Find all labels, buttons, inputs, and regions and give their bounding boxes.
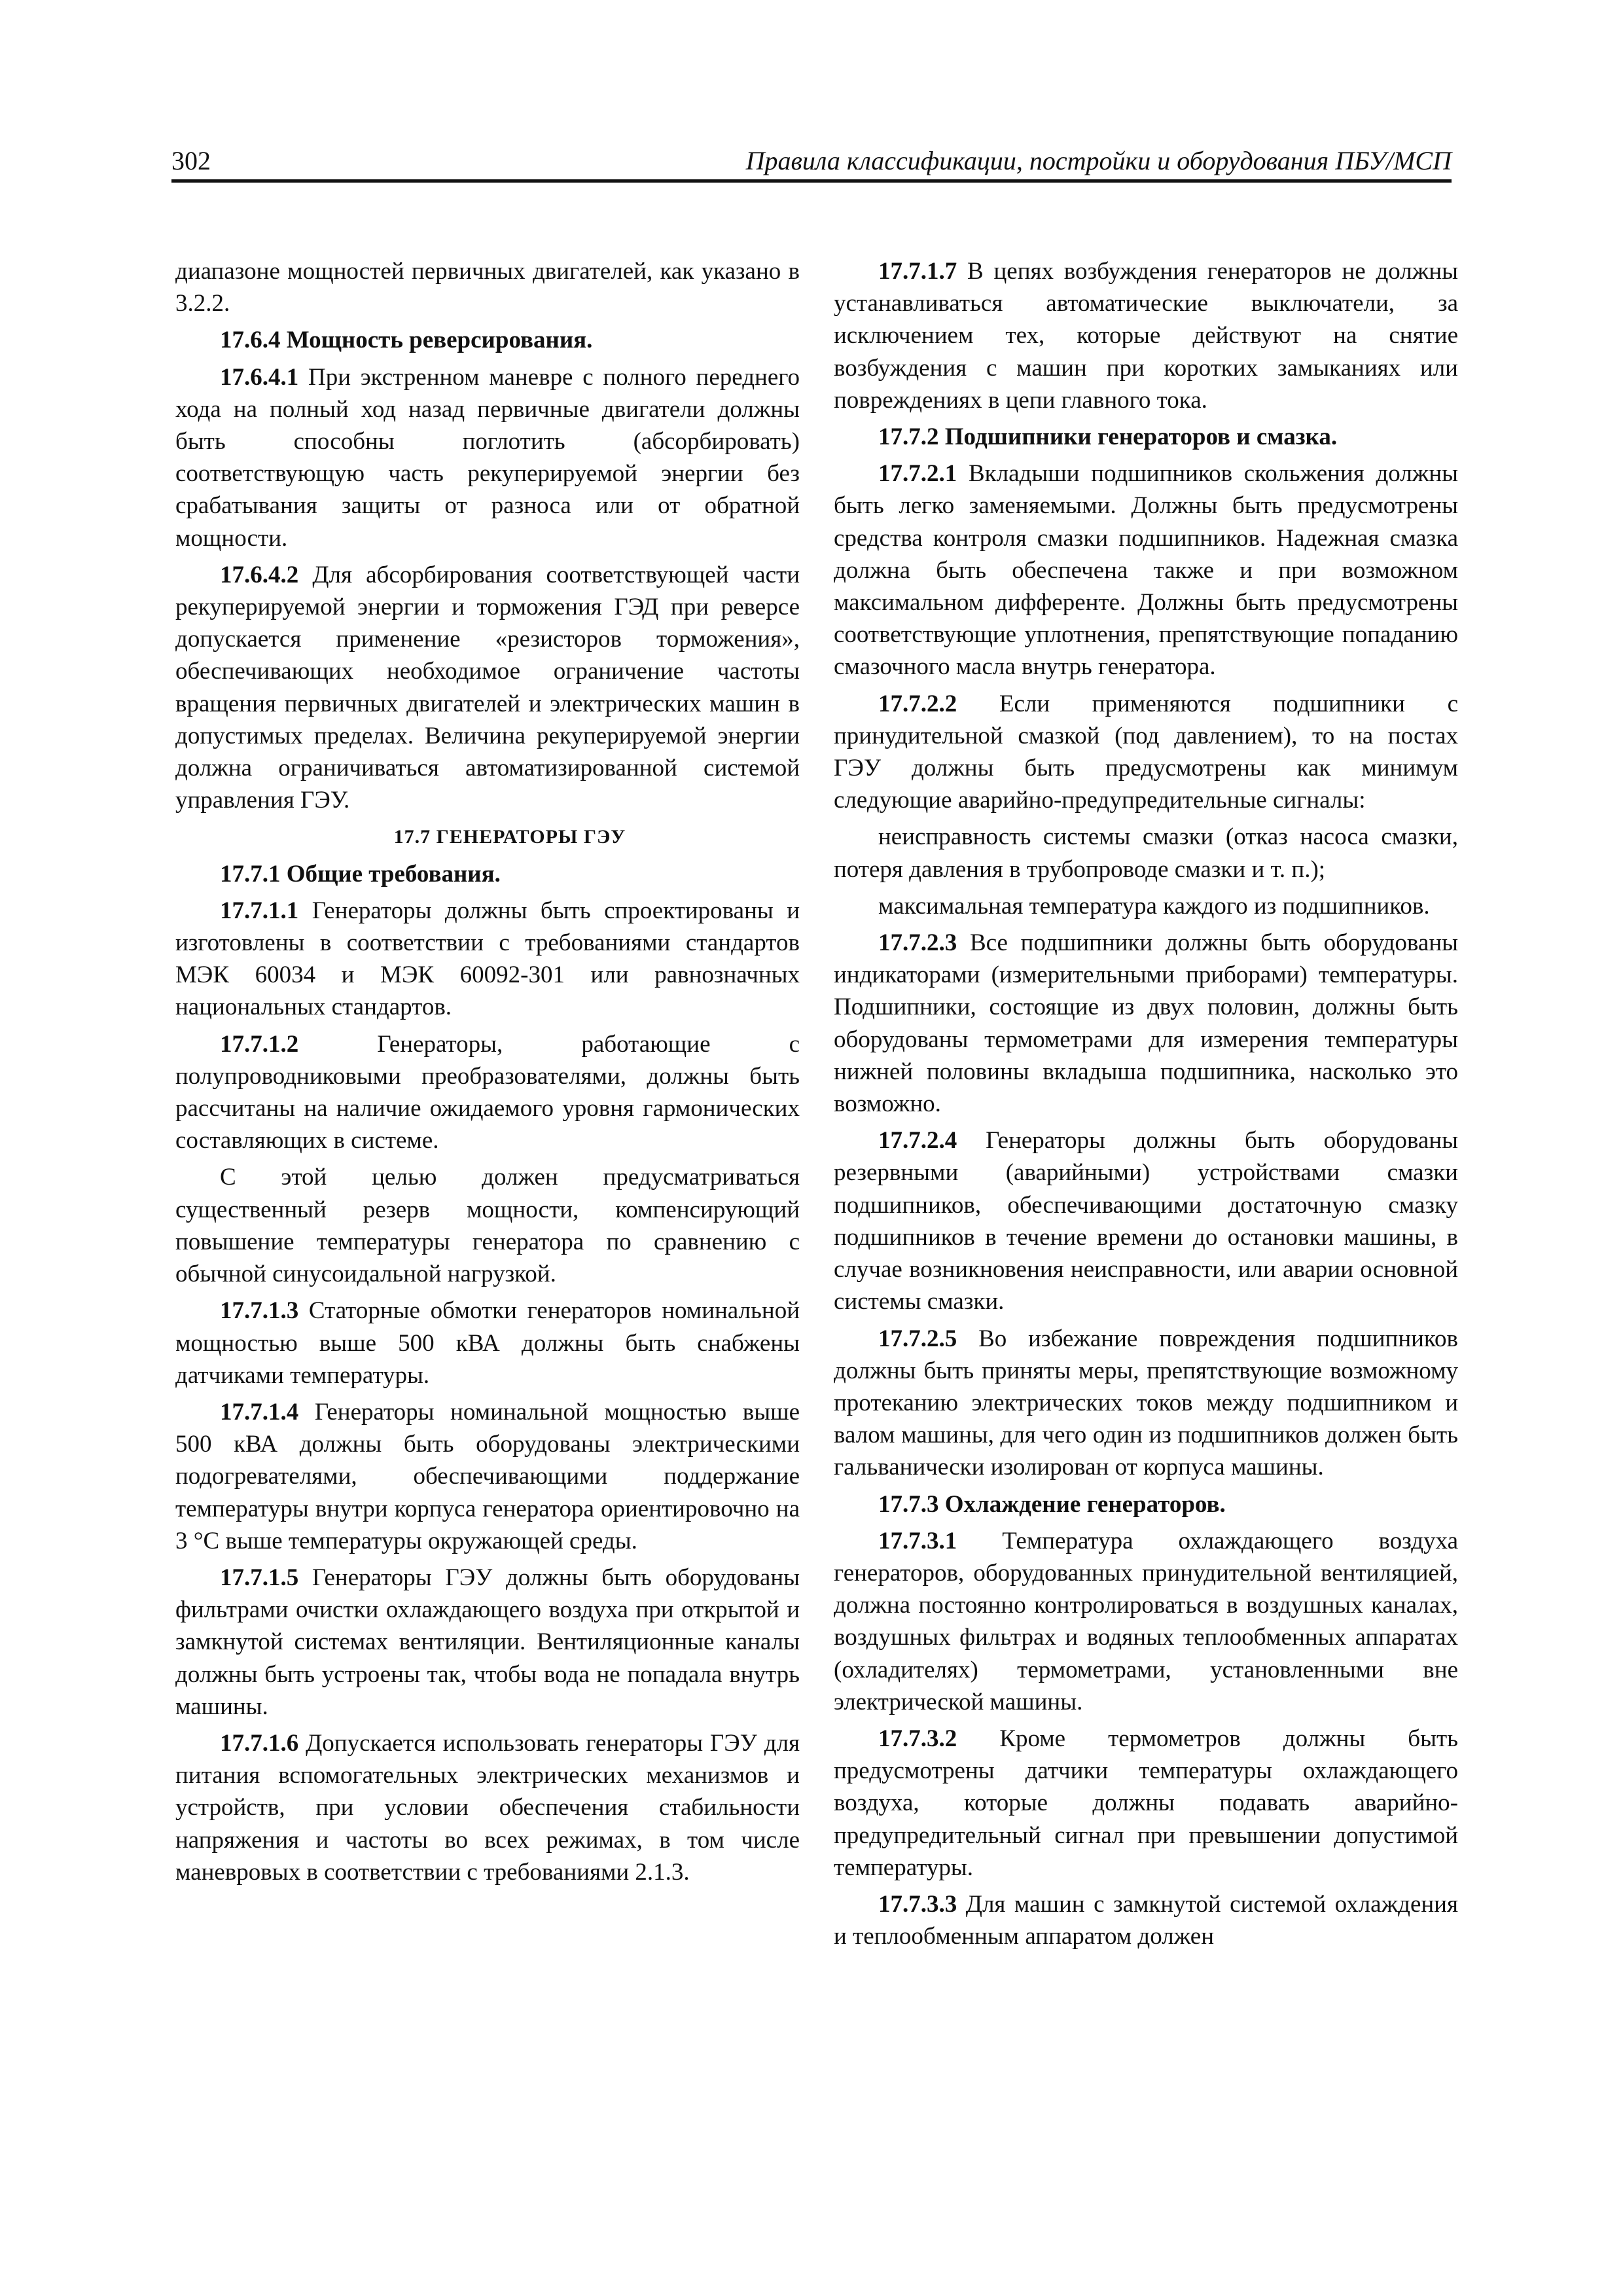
clause-text: Вкладыши подшипников скольжения должны быть легко заменяемыми. Должны быть предусмотрены средства контроля смазки подшипников. Надежная смазка должна быть обеспечена также и при возможном максимальном дифференте. Должны быть предусмотрены соответствующие уплотнения, препятствующие попаданию смазочного масла внутрь генератора.: [834, 460, 1459, 681]
clause-text: В цепях возбуждения генераторов не должны устанавливаться автоматические выключатели, за исключением тех, которые действуют на снятие возбуждения с машин при коротких замыканиях или повреждениях в цепи главного тока.: [834, 258, 1458, 414]
paragraph: [175, 1727, 800, 1888]
clause-number: 17.7.2.1: [878, 460, 957, 488]
clause-text: Генераторы номинальной мощностью выше 500 кВА должны быть оборудованы электрическими подогревателями, обеспечивающими поддержание температуры внутри корпуса генератора ориентировочно на 3 °С выше температуры окружающей среды.: [175, 1398, 800, 1554]
clause-text: Для абсорбирования соответствующей части рекуперируемой энергии и торможения ГЭД при реверсе допускается применение «резисторов торможения», обеспечивающих необходимое ограничение частоты вращения первичных двигателей и электрических машин в допустимых пределах. Величина рекуперируемой энергии должна ограничиваться автоматизированной системой управления ГЭУ.: [175, 561, 800, 814]
clause-number: 17.7.3.2: [878, 1725, 957, 1752]
clause-number: 17.7.1.6: [220, 1729, 299, 1757]
clause-text: Для машин с замкнутой системой охлаждения и теплообменным аппаратом должен: [834, 1890, 1458, 1950]
paragraph: С этой целью должен предусматриваться существенный резерв мощности, компенсирующий повышение температуры генератора по сравнению с обычной синусоидальной нагрузкой.: [175, 1164, 800, 1288]
clause-text: Кроме термометров должны быть предусмотрены датчики температуры охлаждающего воздуха, которые должны подавать аварийно-предупредительный сигнал при превышении допустимой температуры.: [834, 1725, 1459, 1881]
paragraph: [834, 1323, 1458, 1484]
heading-text: 17.7.1 Общие требования.: [220, 860, 501, 888]
heading-text: 17.7.2 Подшипники генераторов и смазка.: [878, 423, 1338, 451]
clause-number: 17.6.4.1: [220, 363, 299, 391]
clause-text: Генераторы ГЭУ должны быть оборудованы фильтрами очистки охлаждающего воздуха при открытой и замкнутой системах вентиляции. Вентиляционные каналы должны быть устроены так, чтобы вода не попадала внутрь машины.: [175, 1564, 800, 1720]
clause-number: 17.6.4.2: [220, 561, 299, 588]
clause-number: 17.7.2.2: [878, 690, 957, 717]
right-column: [834, 255, 1458, 1957]
clause-text: Статорные обмотки генераторов номинальной мощностью выше 500 кВА должны быть снабжены датчиками температуры.: [175, 1297, 800, 1389]
left-column: [175, 255, 800, 1893]
subsection-heading: [175, 858, 800, 890]
paragraph: [175, 361, 800, 554]
clause-number: 17.7.1.3: [220, 1297, 299, 1325]
paragraph: [175, 1562, 800, 1723]
paragraph: диапазоне мощностей первичных двигателей, как указано в 3.2.2.: [175, 258, 800, 317]
clause-number: 17.7.1.2: [220, 1030, 299, 1058]
paragraph: [834, 255, 1458, 416]
clause-number: 17.7.1.1: [220, 897, 299, 924]
clause-text: Все подшипники должны быть оборудованы индикаторами (измерительными приборами) температуры. Подшипники, состоящие из двух половин, должны быть оборудованы термометрами для измерения температуры нижней половины вкладыша подшипника, насколько это возможно.: [834, 929, 1458, 1118]
list-item: максимальная температура каждого из подшипников.: [878, 892, 1430, 920]
clause-text: Генераторы должны быть спроектированы и изготовлены в соответствии с требованиями стандартов МЭК 60034 и МЭК 60092-301 или равнозначных национальных стандартов.: [175, 897, 800, 1021]
paragraph: [834, 1525, 1458, 1718]
clause-text: Генераторы, работающие с полупроводниковыми преобразователями, должны быть рассчитаны на наличие ожидаемого уровня гармонических составляющих в системе.: [175, 1030, 800, 1155]
clause-number: 17.7.3.3: [878, 1890, 957, 1918]
subsection-heading: [834, 421, 1458, 453]
paragraph: [834, 1124, 1458, 1318]
heading-text: 17.7.3 Охлаждение генераторов.: [878, 1490, 1226, 1518]
clause-number: 17.7.3.1: [878, 1527, 957, 1554]
clause-number: 17.7.1.7: [878, 258, 957, 285]
clause-number: 17.7.2.5: [878, 1325, 957, 1352]
paragraph: [834, 1888, 1458, 1952]
subsection-heading: [175, 324, 800, 356]
section-title: 17.7 ГЕНЕРАТОРЫ ГЭУ: [393, 826, 626, 848]
clause-number: 17.7.1.5: [220, 1564, 299, 1591]
paragraph: [175, 559, 800, 817]
paragraph: [834, 457, 1458, 683]
clause-text: Во избежание повреждения подшипников должны быть приняты меры, препятствующие возможному протеканию электрических токов между подшипником и валом машины, для чего один из подшипников должен быть гальванически изолирован от корпуса машины.: [834, 1325, 1458, 1481]
clause-text: При экстренном маневре с полного переднего хода на полный ход назад первичные двигатели должны быть способны поглотить (абсорбировать) соответствующую часть рекуперируемой энергии без срабатывания защиты от разноса или от обратной мощности.: [175, 363, 800, 552]
paragraph: [175, 895, 800, 1024]
subsection-heading: [834, 1488, 1458, 1520]
running-header: [171, 143, 1452, 183]
running-title: Правила классификации, постройки и оборудования ПБУ/МСП: [745, 146, 1452, 175]
clause-text: Допускается использовать генераторы ГЭУ для питания вспомогательных электрических механизмов и устройств, при условии обеспечения стабильности напряжения и частоты во всех режимах, в том числе маневровых в соответствии с требованиями 2.1.3.: [175, 1729, 800, 1886]
paragraph: [834, 1723, 1458, 1884]
page-number: 302: [171, 146, 211, 175]
clause-text: Если применяются подшипники с принудительной смазкой (под давлением), то на постах ГЭУ должны быть предусмотрены как минимум следующие аварийно-предупредительные сигналы:: [834, 690, 1459, 814]
clause-text: Температура охлаждающего воздуха генераторов, оборудованных принудительной вентиляцией, должна постоянно контролироваться в воздушных каналах, воздушных фильтрах и водяных теплообменных аппаратах (охладителях) термометрами, установленными вне электрической машины.: [834, 1527, 1458, 1715]
clause-number: 17.7.2.4: [878, 1127, 957, 1155]
paragraph: [834, 927, 1458, 1120]
clause-text: Генераторы должны быть оборудованы резервными (аварийными) устройствами смазки подшипников, обеспечивающими достаточную смазку подшипников в течение времени до остановки машины, в случае возникновения неисправности, или аварии основной системы смазки.: [834, 1127, 1458, 1316]
paragraph: [175, 1028, 800, 1157]
paragraph: [175, 1295, 800, 1391]
paragraph: [834, 688, 1458, 817]
clause-number: 17.7.2.3: [878, 929, 957, 957]
list-item: неисправность системы смазки (отказ насоса смазки, потеря давления в трубопроводе смазки и т. п.);: [834, 823, 1458, 883]
clause-number: 17.7.1.4: [220, 1398, 299, 1426]
paragraph: [175, 1396, 800, 1557]
heading-text: 17.6.4 Мощность реверсирования.: [220, 327, 593, 354]
